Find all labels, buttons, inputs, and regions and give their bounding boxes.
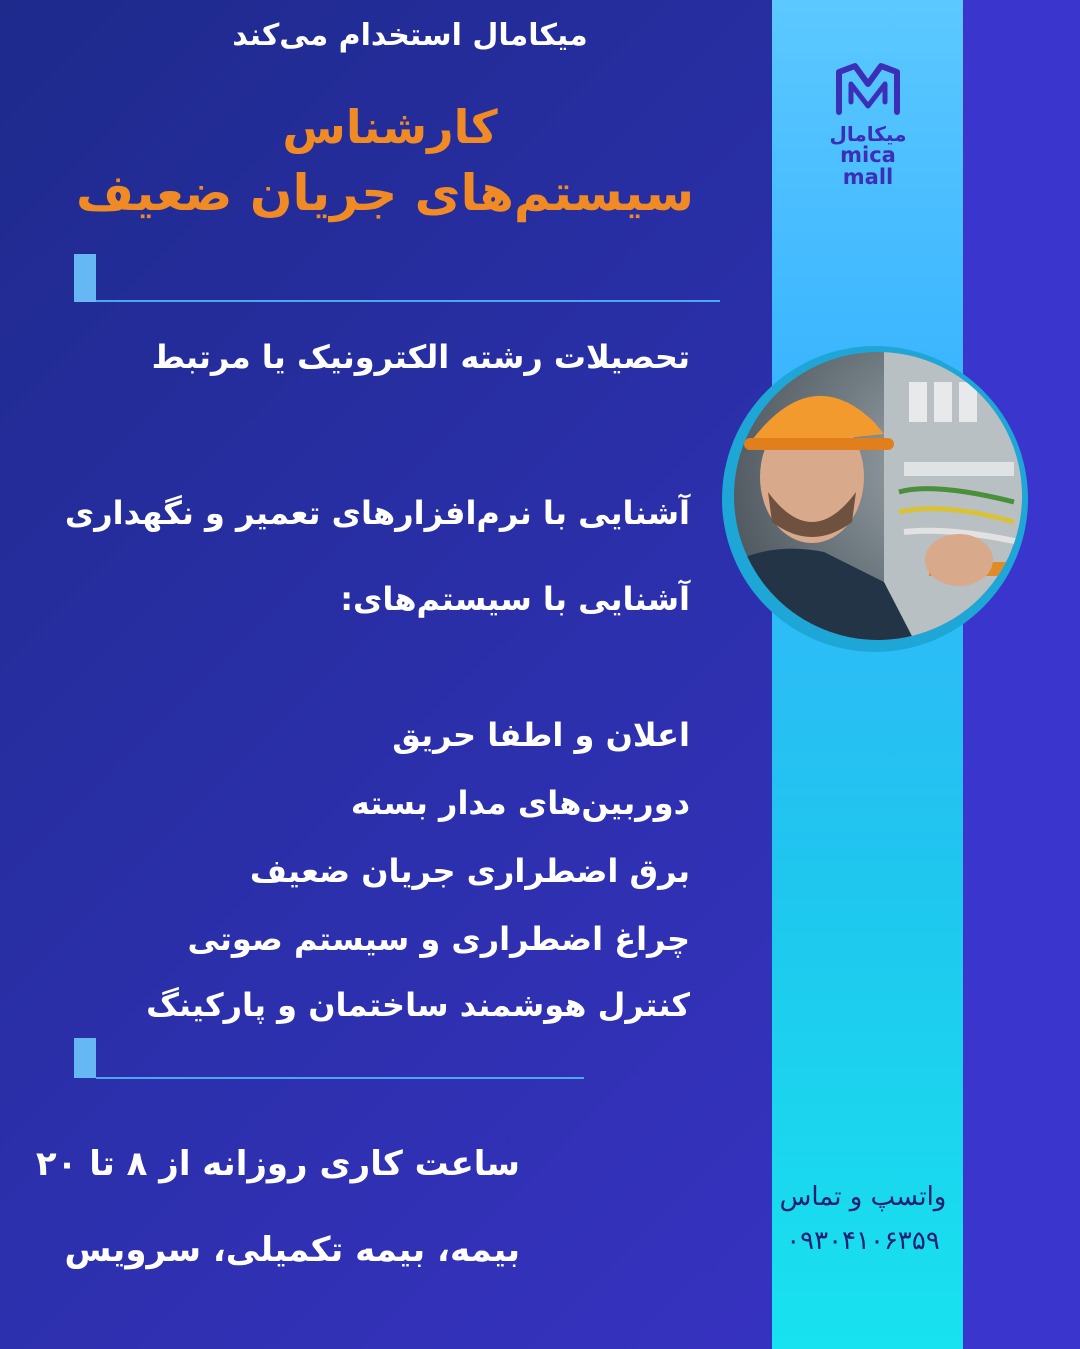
job-title-line2: سیستم‌های جریان ضعیف — [75, 164, 695, 222]
logo-name-en: mica mall — [840, 143, 896, 189]
contact-label: واتسپ و تماس — [779, 1182, 947, 1212]
requirement-software: آشنایی با نرم‌افزارهای تعمیر و نگهداری — [64, 494, 690, 532]
divider-accent-bottom — [74, 1038, 96, 1078]
system-item: چراغ اضطراری و سیستم صوتی — [187, 920, 690, 958]
side-edge — [963, 0, 1080, 1349]
system-item: برق اضطراری جریان ضعیف — [249, 852, 690, 890]
divider-top — [96, 300, 720, 302]
divider-accent-top — [74, 254, 96, 302]
mica-mall-logo — [812, 62, 924, 189]
hiring-announcement: میکامال استخدام می‌کند — [232, 18, 588, 53]
side-panel — [772, 0, 963, 1349]
job-title-line1: کارشناس — [282, 100, 498, 154]
working-hours: ساعت کاری روزانه از ۸ تا ۲۰ — [35, 1144, 520, 1184]
logo-m-icon — [833, 62, 903, 120]
benefits-perks: بیمه، بیمه تکمیلی، سرویس — [64, 1230, 520, 1270]
divider-bottom — [96, 1077, 584, 1079]
system-item: دوربین‌های مدار بسته — [350, 784, 690, 822]
systems-heading: آشنایی با سیستم‌های: — [340, 580, 690, 618]
technician-photo — [722, 346, 1028, 652]
requirement-education: تحصیلات رشته الکترونیک یا مرتبط — [151, 338, 690, 376]
technician-illustration — [734, 352, 1022, 640]
contact-phone[interactable]: ۰۹۳۰۴۱۰۶۳۵۹ — [786, 1226, 940, 1256]
system-item: اعلان و اطفا حریق — [392, 716, 690, 754]
logo-name-fa: میکامال — [829, 122, 907, 146]
photo-content — [734, 352, 1022, 640]
system-item: کنترل هوشمند ساختمان و پارکینگ — [146, 986, 690, 1024]
